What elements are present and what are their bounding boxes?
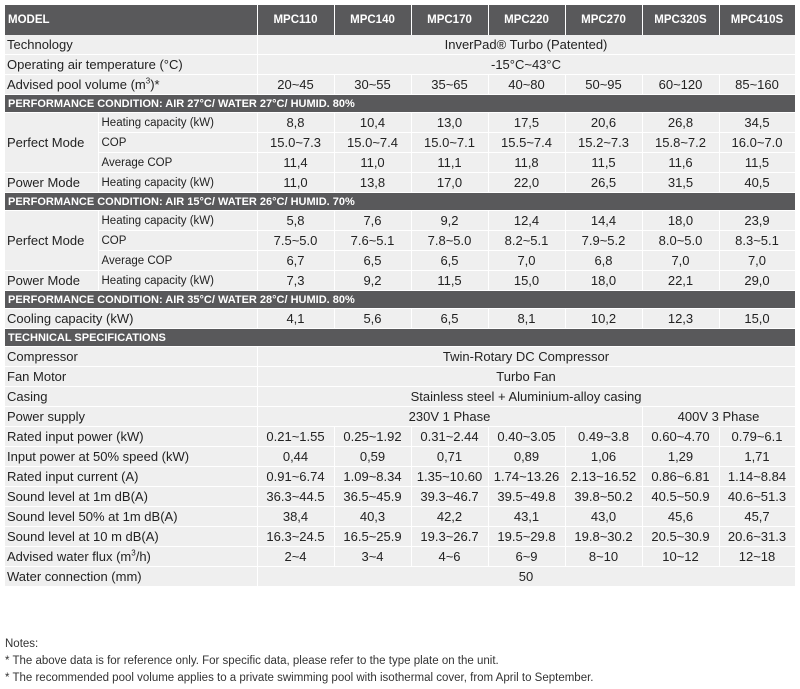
row-label: Power supply: [5, 407, 257, 427]
model-col-header: MPC220: [488, 5, 565, 35]
power-mode-label: Power Mode: [5, 271, 98, 291]
label-text: /h): [135, 548, 151, 564]
model-value-cell: 26,5: [565, 173, 642, 193]
fan-value: Turbo Fan: [257, 367, 795, 387]
model-value-cell: 40.5~50.9: [642, 487, 719, 507]
model-value-cell: 40,3: [334, 507, 411, 527]
model-value-cell: 40.6~51.3: [719, 487, 795, 507]
label-text: Advised pool volume (m: [7, 76, 146, 92]
row-label: Compressor: [5, 347, 257, 367]
section-title: PERFORMANCE CONDITION: AIR 15°C/ WATER 26°C/ HUMID. 70%: [5, 193, 795, 211]
model-value-cell: 40~80: [488, 75, 565, 95]
model-value-cell: 7,0: [642, 251, 719, 271]
model-value-cell: 45,6: [642, 507, 719, 527]
power-mode-label: Power Mode: [5, 173, 98, 193]
power-supply-3ph: 400V 3 Phase: [642, 407, 795, 427]
model-value-cell: 6~9: [488, 547, 565, 567]
model-value-cell: 50~95: [565, 75, 642, 95]
model-value-cell: 34,5: [719, 113, 795, 133]
model-value-cell: 0,59: [334, 447, 411, 467]
row-label: Rated input power (kW): [5, 427, 257, 447]
row-label: [5, 75, 257, 95]
perf15-heating-row: [5, 211, 795, 231]
model-value-cell: 43,0: [565, 507, 642, 527]
model-value-cell: 0.21~1.55: [257, 427, 334, 447]
power-supply-row: [5, 407, 795, 427]
model-value-cell: 0,89: [488, 447, 565, 467]
model-value-cell: 1,06: [565, 447, 642, 467]
perf15-cop-row: [5, 231, 795, 251]
model-value-cell: 15.8~7.2: [642, 133, 719, 153]
model-col-header: MPC410S: [719, 5, 795, 35]
perf15-avg-row: [5, 251, 795, 271]
model-value-cell: 15.5~7.4: [488, 133, 565, 153]
model-value-cell: 11,6: [642, 153, 719, 173]
fan-row: [5, 367, 795, 387]
perf27-power-row: [5, 173, 795, 193]
model-value-cell: 0.31~2.44: [411, 427, 488, 447]
model-value-cell: 11,1: [411, 153, 488, 173]
notes: [5, 636, 795, 687]
water-conn-value: 50: [257, 567, 795, 587]
perf27-avg-row: [5, 153, 795, 173]
model-value-cell: 0.60~4.70: [642, 427, 719, 447]
model-col-header: MPC270: [565, 5, 642, 35]
sound50-row: [5, 507, 795, 527]
model-value-cell: 15,0: [488, 271, 565, 291]
model-value-cell: 60~120: [642, 75, 719, 95]
model-value-cell: 15.2~7.3: [565, 133, 642, 153]
model-value-cell: 0.40~3.05: [488, 427, 565, 447]
rated-power-row: [5, 427, 795, 447]
model-value-cell: 7,0: [488, 251, 565, 271]
perf27-heating-row: [5, 113, 795, 133]
model-value-cell: 20.6~31.3: [719, 527, 795, 547]
model-value-cell: 7,6: [334, 211, 411, 231]
row-sublabel: Average COP: [98, 153, 257, 173]
model-value-cell: 22,1: [642, 271, 719, 291]
model-value-cell: 18,0: [565, 271, 642, 291]
model-col-header: MPC170: [411, 5, 488, 35]
model-value-cell: 1,29: [642, 447, 719, 467]
model-value-cell: 8~10: [565, 547, 642, 567]
model-value-cell: 11,5: [411, 271, 488, 291]
label-text: Advised water flux (m: [7, 548, 132, 564]
row-sublabel: COP: [98, 133, 257, 153]
model-value-cell: 0.49~3.8: [565, 427, 642, 447]
row-sublabel: COP: [98, 231, 257, 251]
perfect-mode-label: Perfect Mode: [5, 211, 98, 271]
row-sublabel: Heating capacity (kW): [98, 113, 257, 133]
model-header: MODEL: [5, 5, 257, 35]
model-value-cell: 42,2: [411, 507, 488, 527]
model-value-cell: 0.25~1.92: [334, 427, 411, 447]
model-value-cell: 15.0~7.3: [257, 133, 334, 153]
model-value-cell: 39.3~46.7: [411, 487, 488, 507]
technology-row: [5, 35, 795, 55]
model-value-cell: 36.5~45.9: [334, 487, 411, 507]
model-value-cell: 10,4: [334, 113, 411, 133]
model-value-cell: 11,5: [565, 153, 642, 173]
model-col-header: MPC110: [257, 5, 334, 35]
model-value-cell: 6,5: [411, 251, 488, 271]
model-value-cell: 11,4: [257, 153, 334, 173]
section-perf27: [5, 95, 795, 113]
model-value-cell: 4~6: [411, 547, 488, 567]
model-value-cell: 8.2~5.1: [488, 231, 565, 251]
model-value-cell: 8,1: [488, 309, 565, 329]
model-value-cell: 23,9: [719, 211, 795, 231]
model-value-cell: 10,2: [565, 309, 642, 329]
model-value-cell: 20~45: [257, 75, 334, 95]
model-value-cell: 7,0: [719, 251, 795, 271]
model-value-cell: 6,8: [565, 251, 642, 271]
model-value-cell: 6,5: [334, 251, 411, 271]
row-label: Water connection (mm): [5, 567, 257, 587]
model-value-cell: 39.5~49.8: [488, 487, 565, 507]
model-value-cell: 43,1: [488, 507, 565, 527]
model-value-cell: 1.35~10.60: [411, 467, 488, 487]
model-value-cell: 30~55: [334, 75, 411, 95]
section-perf35: [5, 291, 795, 309]
model-value-cell: 1.09~8.34: [334, 467, 411, 487]
model-value-cell: 5,8: [257, 211, 334, 231]
water-flux-row: [5, 547, 795, 567]
model-value-cell: 38,4: [257, 507, 334, 527]
model-value-cell: 16.3~24.5: [257, 527, 334, 547]
pool-volume-row: [5, 75, 795, 95]
note-line: * The above data is for reference only. For specific data, please refer to the type plate on the unit.: [5, 655, 499, 667]
row-label: Input power at 50% speed (kW): [5, 447, 257, 467]
model-value-cell: 12~18: [719, 547, 795, 567]
model-value-cell: 8.3~5.1: [719, 231, 795, 251]
model-value-cell: 40,5: [719, 173, 795, 193]
model-value-cell: 11,5: [719, 153, 795, 173]
section-title: PERFORMANCE CONDITION: AIR 35°C/ WATER 28°C/ HUMID. 80%: [5, 291, 795, 309]
sound1m-row: [5, 487, 795, 507]
power50-row: [5, 447, 795, 467]
row-sublabel: Heating capacity (kW): [98, 211, 257, 231]
model-value-cell: 45,7: [719, 507, 795, 527]
model-value-cell: 36.3~44.5: [257, 487, 334, 507]
section-title: TECHNICAL SPECIFICATIONS: [5, 329, 795, 347]
model-value-cell: 1,71: [719, 447, 795, 467]
model-value-cell: 10~12: [642, 547, 719, 567]
model-value-cell: 0,71: [411, 447, 488, 467]
model-value-cell: 6,5: [411, 309, 488, 329]
model-value-cell: 0,44: [257, 447, 334, 467]
row-label: Sound level at 1m dB(A): [5, 487, 257, 507]
sound10m-row: [5, 527, 795, 547]
rated-current-row: [5, 467, 795, 487]
model-value-cell: 7,3: [257, 271, 334, 291]
model-value-cell: 22,0: [488, 173, 565, 193]
air-temp-row: [5, 55, 795, 75]
model-value-cell: 7.5~5.0: [257, 231, 334, 251]
row-sublabel: Heating capacity (kW): [98, 271, 257, 291]
model-value-cell: 85~160: [719, 75, 795, 95]
model-value-cell: 19.8~30.2: [565, 527, 642, 547]
model-value-cell: 5,6: [334, 309, 411, 329]
model-value-cell: 8.0~5.0: [642, 231, 719, 251]
model-value-cell: 15.0~7.1: [411, 133, 488, 153]
model-value-cell: 3~4: [334, 547, 411, 567]
compressor-row: [5, 347, 795, 367]
perfect-mode-label: Perfect Mode: [5, 113, 98, 173]
perf27-cop-row: [5, 133, 795, 153]
model-value-cell: 17,0: [411, 173, 488, 193]
model-value-cell: 0.79~6.1: [719, 427, 795, 447]
section-tech: [5, 329, 795, 347]
model-value-cell: 15.0~7.4: [334, 133, 411, 153]
model-value-cell: 11,0: [334, 153, 411, 173]
label-sup: 3: [131, 548, 136, 558]
model-value-cell: 4,1: [257, 309, 334, 329]
label-sup: 3: [145, 76, 151, 86]
air-temp-value: -15°C~43°C: [257, 55, 795, 75]
model-value-cell: 15,0: [719, 309, 795, 329]
model-value-cell: 7.6~5.1: [334, 231, 411, 251]
model-value-cell: 16.5~25.9: [334, 527, 411, 547]
cooling-row: [5, 309, 795, 329]
model-value-cell: 29,0: [719, 271, 795, 291]
model-value-cell: 14,4: [565, 211, 642, 231]
model-value-cell: 0.86~6.81: [642, 467, 719, 487]
model-value-cell: 26,8: [642, 113, 719, 133]
casing-row: [5, 387, 795, 407]
model-value-cell: 18,0: [642, 211, 719, 231]
model-value-cell: 9,2: [334, 271, 411, 291]
model-value-cell: 7.8~5.0: [411, 231, 488, 251]
model-value-cell: 13,8: [334, 173, 411, 193]
row-sublabel: Heating capacity (kW): [98, 173, 257, 193]
perf15-power-row: [5, 271, 795, 291]
row-label: Casing: [5, 387, 257, 407]
spec-table: [5, 5, 796, 587]
section-perf15: [5, 193, 795, 211]
model-value-cell: 9,2: [411, 211, 488, 231]
row-label: Technology: [5, 35, 257, 55]
model-value-cell: 17,5: [488, 113, 565, 133]
casing-value: Stainless steel + Aluminium-alloy casing: [257, 387, 795, 407]
note-line: * The recommended pool volume applies to a private swimming pool with isothermal cover, from April to September.: [5, 672, 594, 684]
model-value-cell: 11,0: [257, 173, 334, 193]
row-label: Sound level at 10 m dB(A): [5, 527, 257, 547]
model-value-cell: 31,5: [642, 173, 719, 193]
row-label: Cooling capacity (kW): [5, 309, 257, 329]
model-value-cell: 2~4: [257, 547, 334, 567]
header-row: [5, 5, 795, 35]
label-text: )*: [150, 76, 160, 92]
model-value-cell: 12,4: [488, 211, 565, 231]
model-value-cell: 13,0: [411, 113, 488, 133]
section-title: PERFORMANCE CONDITION: AIR 27°C/ WATER 27°C/ HUMID. 80%: [5, 95, 795, 113]
model-value-cell: 2.13~16.52: [565, 467, 642, 487]
model-value-cell: 7.9~5.2: [565, 231, 642, 251]
model-col-header: MPC140: [334, 5, 411, 35]
model-value-cell: 6,7: [257, 251, 334, 271]
water-conn-row: [5, 567, 795, 587]
model-value-cell: 20,6: [565, 113, 642, 133]
model-value-cell: 1.14~8.84: [719, 467, 795, 487]
model-value-cell: 20.5~30.9: [642, 527, 719, 547]
row-label: Operating air temperature (°C): [5, 55, 257, 75]
notes-title: Notes:: [5, 638, 39, 650]
row-label: Rated input current (A): [5, 467, 257, 487]
row-sublabel: Average COP: [98, 251, 257, 271]
power-supply-1ph: 230V 1 Phase: [257, 407, 642, 427]
compressor-value: Twin-Rotary DC Compressor: [257, 347, 795, 367]
row-label: Fan Motor: [5, 367, 257, 387]
row-label: [5, 547, 257, 567]
model-value-cell: 35~65: [411, 75, 488, 95]
model-value-cell: 39.8~50.2: [565, 487, 642, 507]
model-value-cell: 12,3: [642, 309, 719, 329]
row-label: Sound level 50% at 1m dB(A): [5, 507, 257, 527]
model-value-cell: 0.91~6.74: [257, 467, 334, 487]
model-value-cell: 8,8: [257, 113, 334, 133]
model-value-cell: 16.0~7.0: [719, 133, 795, 153]
model-col-header: MPC320S: [642, 5, 719, 35]
model-value-cell: 19.5~29.8: [488, 527, 565, 547]
model-value-cell: 11,8: [488, 153, 565, 173]
model-value-cell: 1.74~13.26: [488, 467, 565, 487]
model-value-cell: 19.3~26.7: [411, 527, 488, 547]
technology-value: InverPad® Turbo (Patented): [257, 35, 795, 55]
